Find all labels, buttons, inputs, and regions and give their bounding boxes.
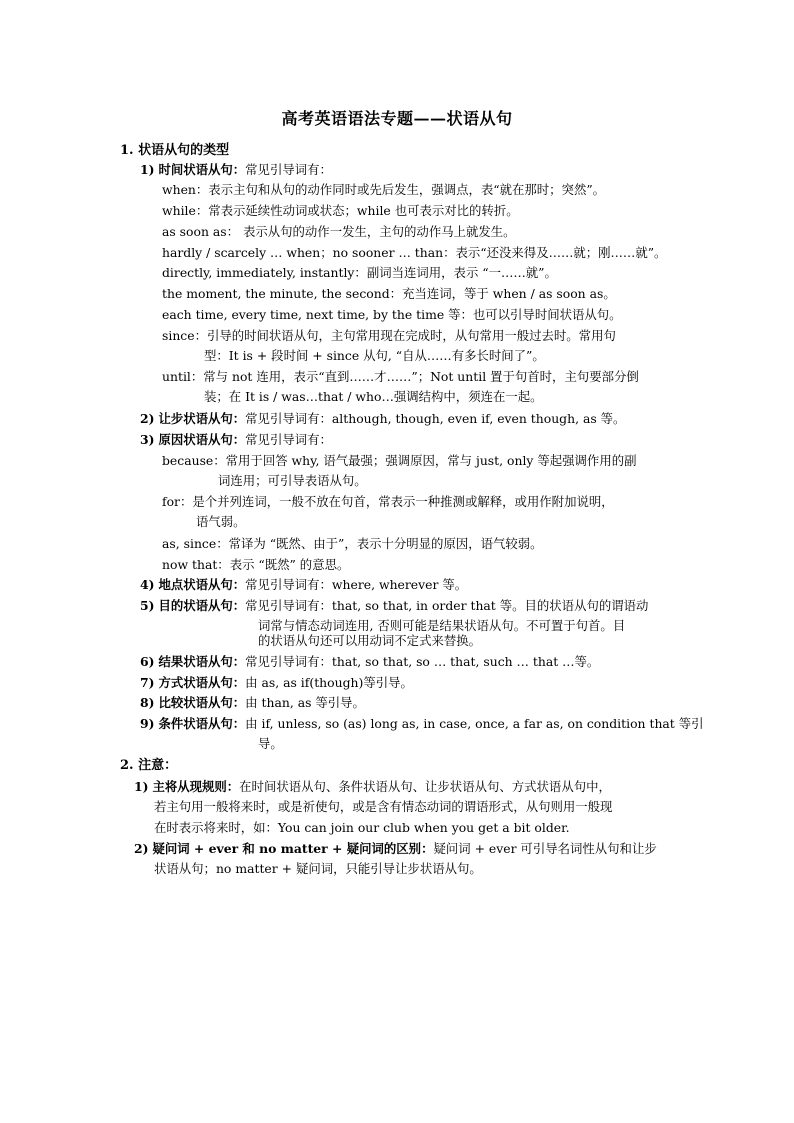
item-label: 方式状语从句： [158,675,246,690]
item-number: 1) [140,162,155,177]
item-text: 由 than, as 等引导。 [245,695,365,710]
item-number: 4) [140,577,155,592]
item-text: 疑问词 + ever 可引导名词性从句和让步 [433,841,657,856]
time-while-line: while：常表示延续性动词或状态；while 也可表示对比的转折。 [162,203,519,218]
item-label: 原因状语从句： [158,432,246,447]
item-label: 目的状语从句： [158,598,246,613]
item-number: 5) [140,598,155,613]
section-title: 注意： [138,758,178,773]
reason-because-line-cont: 词连用；可引导表语从句。 [218,473,367,488]
concession-clause-item [140,411,625,427]
reason-as-since-line: as, since：常译为 “既然、由于”，表示十分明显的原因，语气较弱。 [162,536,543,551]
item-intro: 常见引导词有： [245,432,332,447]
time-until-line: until：常与 not 连用，表示“直到……才……”；Not until 置于句首时，主句要部分倒 [162,369,639,384]
item-label: 时间状语从句： [158,162,246,177]
purpose-line-2: 词常与情态动词连用, 否则可能是结果状语从句。不可置于句首。目 [258,618,626,633]
item-number: 9) [140,716,155,731]
section-2-heading [120,758,177,774]
item-label: 结果状语从句： [158,654,246,669]
time-each-time-line: each time, every time, next time, by the time 等：也可以引导时间状语从句。 [162,307,622,322]
time-since-line: since：引导的时间状语从句，主句常用现在完成时，从句常用一般过去时。常用句 [162,328,616,343]
manner-clause-item [140,675,413,691]
item-intro: 常见引导词有： [245,162,332,177]
item-text: 常见引导词有：that, so that, so … that, such … that …等。 [245,654,600,669]
item-text: 常见引导词有：although, though, even if, even though, as 等。 [245,411,626,426]
result-clause-item [140,654,599,670]
note-2-item [134,841,657,857]
note-2-line-2: 状语从句；no matter + 疑问词，只能引导让步状语从句。 [154,861,482,876]
item-number: 7) [140,675,155,690]
section-1-heading [120,143,229,159]
note-1-item [134,779,611,795]
item-label: 主将从现规则： [152,779,240,794]
item-text: 由 as, as if(though)等引导。 [245,675,413,690]
time-as-soon-as-line: as soon as： 表示从句的动作一发生，主句的动作马上就发生。 [162,224,516,239]
item-number: 6) [140,654,155,669]
item-label: 比较状语从句： [158,695,246,710]
section-number: 2. [120,758,134,773]
reason-for-line: for：是个并列连词，一般不放在句首，常表示一种推测或解释，或用作附加说明， [162,494,614,509]
item-label: 让步状语从句： [158,411,246,426]
time-since-line-cont: 型：It is + 段时间 + since 从句, “自从……有多长时间了”。 [204,348,545,363]
page-title: 高考英语语法专题——状语从句 [281,109,513,128]
reason-clause-heading [140,432,332,448]
reason-now-that-line: now that：表示 “既然” 的意思。 [162,557,350,572]
time-until-line-cont: 装；在 It is / was…that / who…强调结构中，须连在一起。 [204,389,543,404]
purpose-clause-heading [140,598,648,614]
comparison-clause-item [140,695,365,711]
note-1-line-3: 在时表示将来时，如：You can join our club when you get a bit older. [154,820,570,835]
item-label: 地点状语从句： [158,577,246,592]
item-text: 由 if, unless, so (as) long as, in case, once, a far as, on condition that 等引 [245,716,704,731]
item-text: 在时间状语从句、条件状语从句、让步状语从句、方式状语从句中， [239,779,611,794]
item-number: 8) [140,695,155,710]
item-number: 2) [134,841,149,856]
section-number: 1. [120,143,134,158]
time-clause-heading [140,162,332,178]
condition-line-2: 导。 [258,736,283,751]
item-number: 1) [134,779,149,794]
place-clause-item [140,577,467,593]
time-moment-line: the moment, the minute, the second：充当连词，等于 when / as soon as。 [162,286,616,301]
item-number: 2) [140,411,155,426]
condition-clause-item [140,716,704,732]
item-text: 常见引导词有：where, wherever 等。 [245,577,468,592]
section-title: 状语从句的类型 [138,143,230,158]
purpose-line-3: 的状语从句还可以用动词不定式来替换。 [258,633,482,648]
time-directly-line: directly, immediately, instantly：副词当连词用，表示 “一……就”。 [162,265,557,280]
reason-because-line: because：常用于回答 why, 语气最强；强调原因，常与 just, only 等起强调作用的副 [162,453,637,468]
note-1-line-2: 若主句用一般将来时，或是祈使句，或是含有情态动词的谓语形式，从句则用一般现 [154,799,613,814]
reason-for-line-cont: 语气弱。 [196,514,246,529]
item-label: 疑问词 + ever 和 no matter + 疑问词的区别： [152,841,434,856]
item-text: 常见引导词有：that, so that, in order that 等。目的状语从句的谓语动 [245,598,649,613]
item-number: 3) [140,432,155,447]
time-hardly-line: hardly / scarcely … when；no sooner … than：表示“还没来得及……就；刚……就”。 [162,245,667,260]
item-label: 条件状语从句： [158,716,246,731]
time-when-line: when：表示主句和从句的动作同时或先后发生，强调点，表“就在那时；突然”。 [162,182,606,197]
